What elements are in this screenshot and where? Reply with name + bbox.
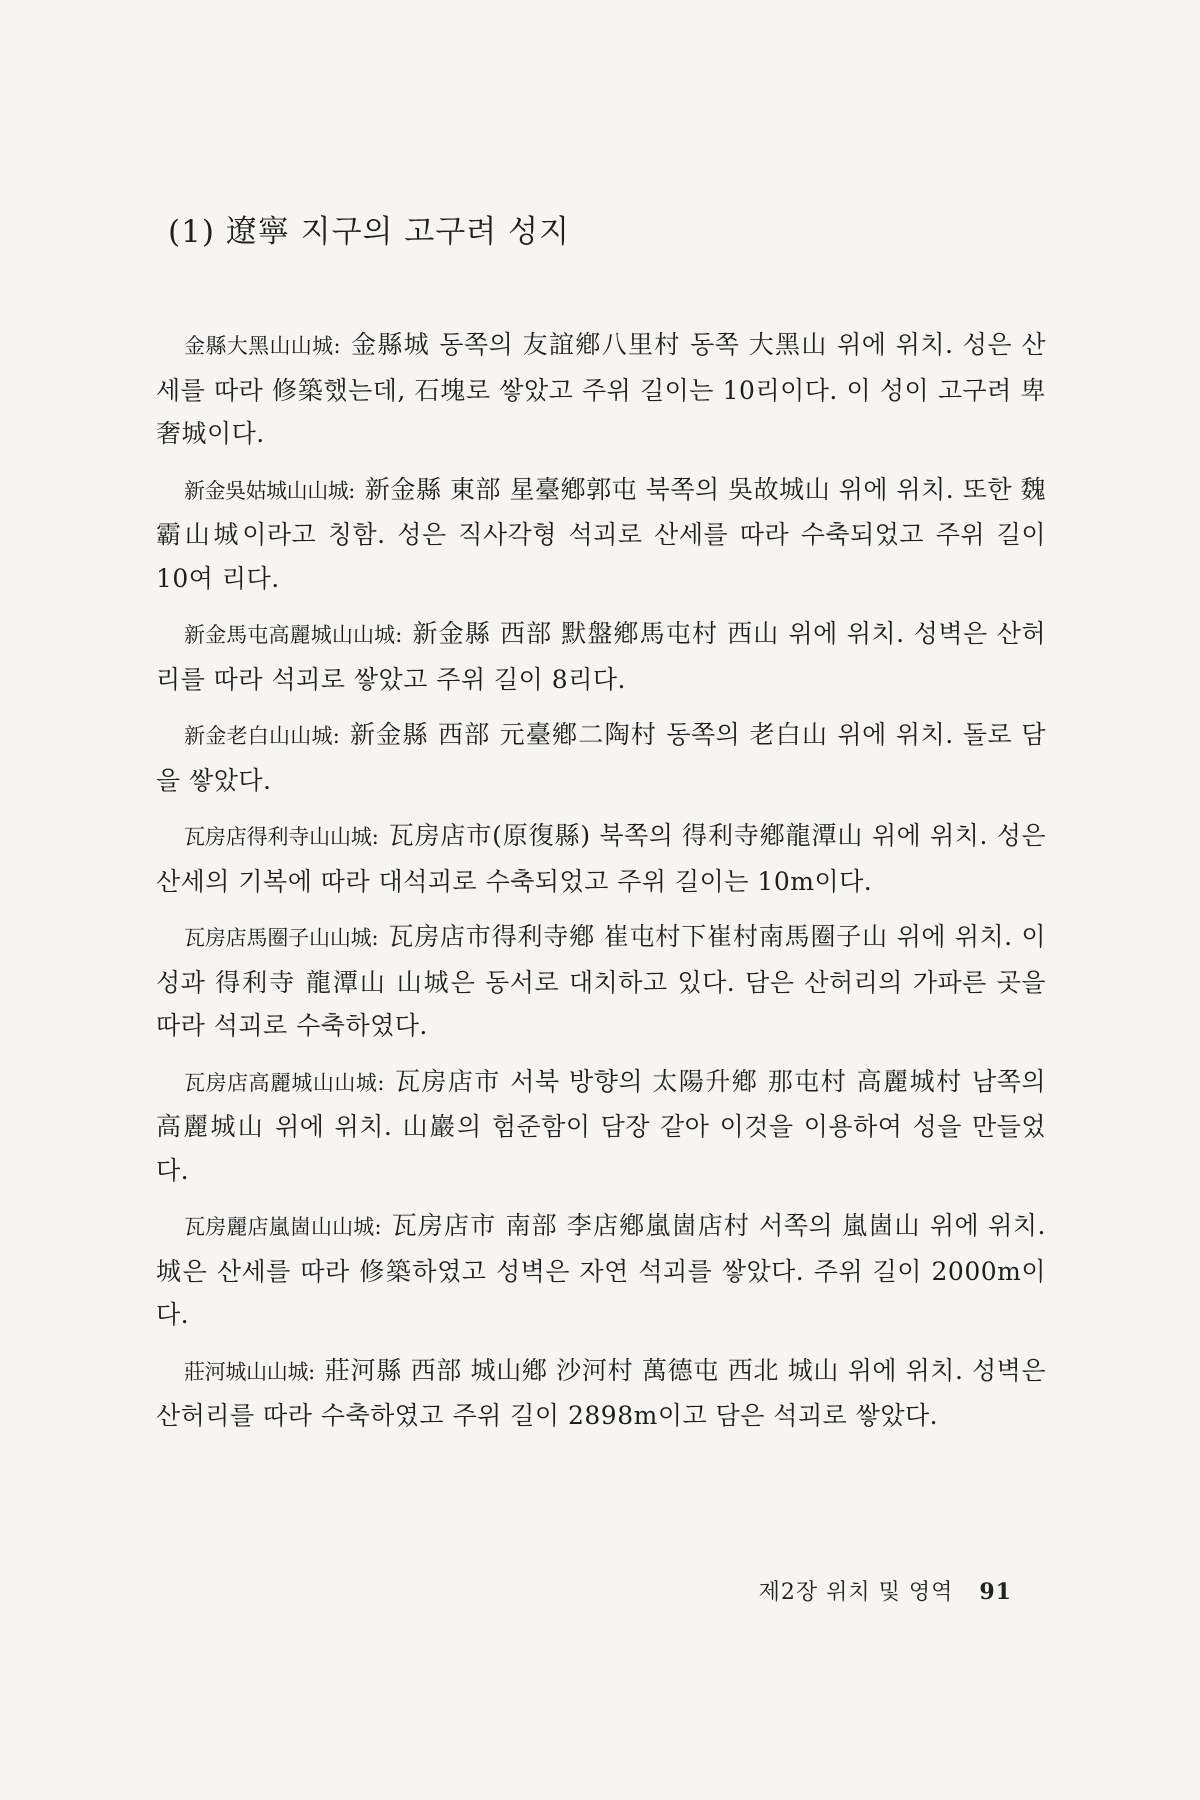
entry-paragraph (156, 915, 1046, 1048)
entry-label: 新金馬屯高麗城山山城: (184, 623, 402, 647)
entry-paragraph (156, 468, 1046, 601)
entry-paragraph (156, 1060, 1046, 1193)
entry-label: 瓦房店高麗城山山城: (184, 1070, 384, 1095)
entry-text: 瓦房店市 서북 방향의 太陽升鄕 那屯村 高麗城村 남쪽의 高麗城山 위에 위치. 山巖의 험준함이 담장 같아 이것을 이용하여 성을 만들었다. (156, 1066, 1047, 1185)
page-footer (759, 1575, 1012, 1606)
entry-text: 瓦房店市(原復縣) 북쪽의 得利寺鄕龍潭山 위에 위치. 성은 산세의 기복에 따라 대석괴로 수축되었고 주위 길이는 10m이다. (156, 821, 1046, 896)
entry-paragraph (156, 1349, 1046, 1438)
entry-paragraph (156, 713, 1046, 802)
entry-text: 瓦房店市得利寺鄕 崔屯村下崔村南馬圈子山 위에 위치. 이 성과 得利寺 龍潭山 山城은 동서로 대치하고 있다. 담은 산허리의 가파른 곳을 따라 석괴로 수축하였다. (156, 922, 1046, 1040)
entry-paragraph (156, 1204, 1046, 1337)
section-heading: (1) 遼寧 지구의 고구려 성지 (168, 214, 570, 250)
entry-label: 新金吳姑城山山城: (184, 478, 355, 503)
entry-paragraph (156, 612, 1046, 701)
entry-label: 莊河城山山城: (184, 1359, 315, 1384)
page-content (156, 206, 1046, 1450)
entry-text: 莊河縣 西部 城山鄕 沙河村 萬德屯 西北 城山 위에 위치. 성벽은 산허리를 따라 수축하였고 주위 길이 2898m이고 담은 석괴로 쌓았다. (156, 1355, 1046, 1430)
entry-text: 金縣城 동쪽의 友誼鄕八里村 동쪽 大黑山 위에 위치. 성은 산세를 따라 修築했는데, 石塊로 쌓았고 주위 길이는 10리이다. 이 성이 고구려 卑奢城이다. (156, 330, 1047, 448)
entry-label: 瓦房麗店嵐崮山山城: (184, 1215, 382, 1239)
page-number: 91 (979, 1579, 1012, 1605)
entry-text: 新金縣 東部 星臺鄕郭屯 북쪽의 吳故城山 위에 위치. 또한 魏霸山城이라고 칭함. 성은 직사각형 석괴로 산세를 따라 수축되었고 주위 길이 10여 리다. (156, 474, 1047, 593)
entry-label: 新金老白山山城: (184, 724, 340, 748)
entry-paragraph (156, 323, 1046, 456)
entry-text: 瓦房店市 南部 李店鄕嵐崮店村 서쪽의 嵐崮山 위에 위치. 城은 산세를 따라 修築하였고 성벽은 자연 석괴를 쌓았다. 주위 길이 2000m이다. (156, 1211, 1046, 1329)
entry-text: 新金縣 西部 默盤鄕馬屯村 西山 위에 위치. 성벽은 산허리를 따라 석괴로 쌓았고 주위 길이 8리다. (156, 619, 1047, 694)
entry-label: 金縣大黑山山城: (184, 334, 341, 358)
entry-paragraph (156, 814, 1046, 903)
entry-text: 新金縣 西部 元臺鄕二陶村 동쪽의 老白山 위에 위치. 돌로 담을 쌓았다. (156, 720, 1047, 795)
running-footer-chapter: 제2장 위치 및 영역 (758, 1580, 954, 1605)
entry-label: 瓦房店得利寺山山城: (184, 825, 379, 849)
entry-label: 瓦房店馬圈子山山城: (184, 926, 379, 950)
